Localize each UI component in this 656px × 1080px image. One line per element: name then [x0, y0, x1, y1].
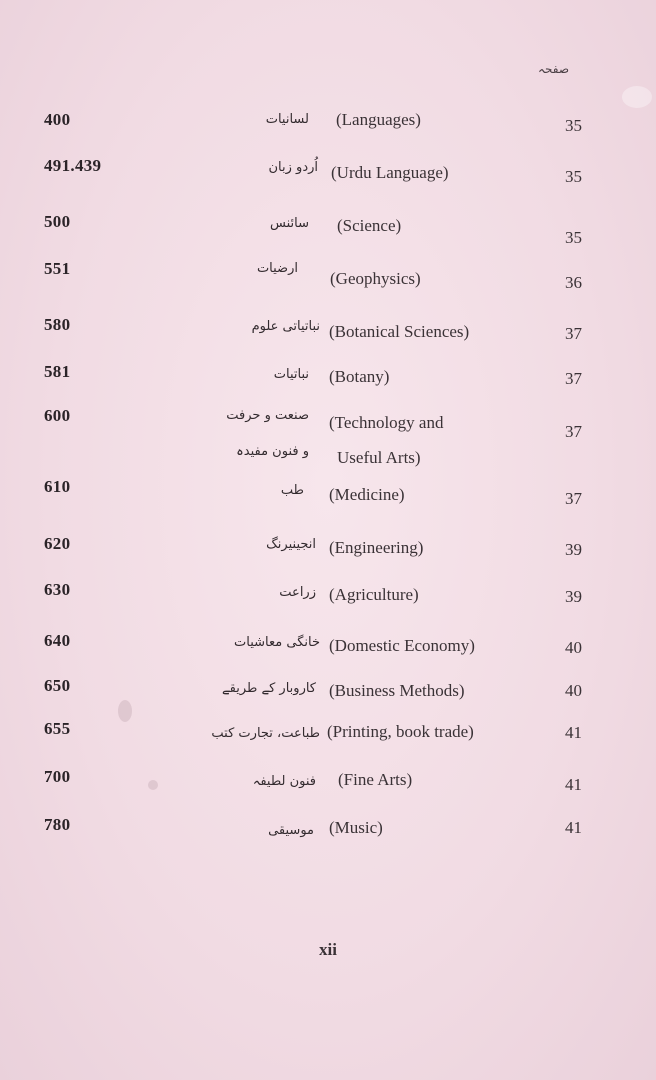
page-number: 41	[565, 723, 582, 742]
class-number: 580	[44, 315, 71, 334]
english-subject: (Domestic Economy)	[329, 636, 475, 655]
class-number: 500	[44, 212, 71, 231]
page-number: 37	[565, 489, 582, 508]
urdu-subject: خانگی معاشیات	[234, 635, 320, 650]
urdu-subject: ارضیات	[256, 261, 298, 276]
index-entry	[0, 110, 656, 150]
class-number: 780	[44, 815, 71, 834]
class-number: 650	[44, 676, 71, 695]
english-subject: (Music)	[329, 818, 383, 837]
index-entry	[0, 676, 656, 716]
class-number: 610	[44, 477, 71, 496]
english-subject: (Science)	[337, 216, 402, 235]
page-number: 37	[565, 422, 582, 441]
class-number: 581	[44, 362, 71, 381]
urdu-subject: لسانیات	[265, 112, 309, 127]
class-number: 551	[44, 259, 71, 278]
urdu-subject: صنعت و حرفت	[226, 408, 309, 423]
urdu-subject: نباتیات	[273, 367, 309, 382]
index-entry	[0, 212, 656, 252]
index-entry	[0, 767, 656, 807]
english-subject: (Languages)	[336, 110, 421, 129]
english-subject: (Urdu Language)	[331, 163, 449, 182]
index-entry	[0, 156, 656, 196]
page-folio: xii	[319, 940, 337, 959]
page-number: 35	[565, 228, 582, 247]
page-number: 41	[565, 775, 582, 794]
class-number: 620	[44, 534, 71, 553]
page-number: 40	[565, 681, 582, 700]
index-entry	[0, 406, 656, 472]
urdu-subject: طب	[280, 483, 304, 498]
urdu-subject: فنون لطیفہ	[252, 774, 316, 789]
class-number: 640	[44, 631, 71, 650]
index-entry	[0, 315, 656, 355]
page-number: 35	[565, 167, 582, 186]
page-number: 36	[565, 273, 582, 292]
urdu-subject: اُردو زبان	[268, 160, 318, 175]
page-number: 39	[565, 540, 582, 559]
urdu-subject: انجینیرنگ	[266, 537, 316, 552]
index-entry	[0, 815, 656, 855]
english-subject: (Printing, book trade)	[327, 722, 474, 741]
page-number: 39	[565, 587, 582, 606]
english-subject: (Engineering)	[329, 538, 424, 557]
english-subject: (Technology and	[329, 413, 444, 432]
english-subject: (Business Methods)	[329, 681, 465, 700]
english-subject-continued: Useful Arts)	[337, 448, 421, 467]
english-subject: (Fine Arts)	[338, 770, 413, 789]
page-number: 35	[565, 116, 582, 135]
paper-smudge	[622, 86, 652, 108]
index-entry	[0, 719, 656, 759]
page-number: 37	[565, 324, 582, 343]
urdu-subject-continued: و فنون مفیدہ	[236, 444, 309, 459]
class-number: 700	[44, 767, 71, 786]
index-entry	[0, 534, 656, 574]
english-subject: (Agriculture)	[329, 585, 419, 604]
urdu-subject: کاروبار کے طریقے	[222, 681, 316, 696]
index-entry	[0, 362, 656, 402]
class-number: 491.439	[44, 156, 102, 175]
index-entry	[0, 259, 656, 299]
urdu-subject: طباعت، تجارت کتب	[211, 726, 320, 741]
english-subject: (Geophysics)	[330, 269, 421, 288]
page-column-header: صفحہ	[538, 62, 570, 76]
class-number: 400	[44, 110, 71, 129]
urdu-subject: سائنس	[270, 216, 309, 231]
page-number: 40	[565, 638, 582, 657]
index-entry	[0, 477, 656, 517]
english-subject: (Botany)	[329, 367, 390, 386]
urdu-subject: موسیقی	[268, 823, 314, 838]
urdu-subject: نباتیاتی علوم	[251, 319, 320, 334]
english-subject: (Botanical Sciences)	[329, 322, 470, 341]
english-subject: (Medicine)	[329, 485, 405, 504]
class-number: 630	[44, 580, 71, 599]
urdu-subject: زراعت	[279, 585, 316, 600]
class-number: 655	[44, 719, 71, 738]
page-number: 41	[565, 818, 582, 837]
page-number: 37	[565, 369, 582, 388]
index-entry	[0, 580, 656, 620]
class-number: 600	[44, 406, 71, 425]
index-entry	[0, 631, 656, 671]
